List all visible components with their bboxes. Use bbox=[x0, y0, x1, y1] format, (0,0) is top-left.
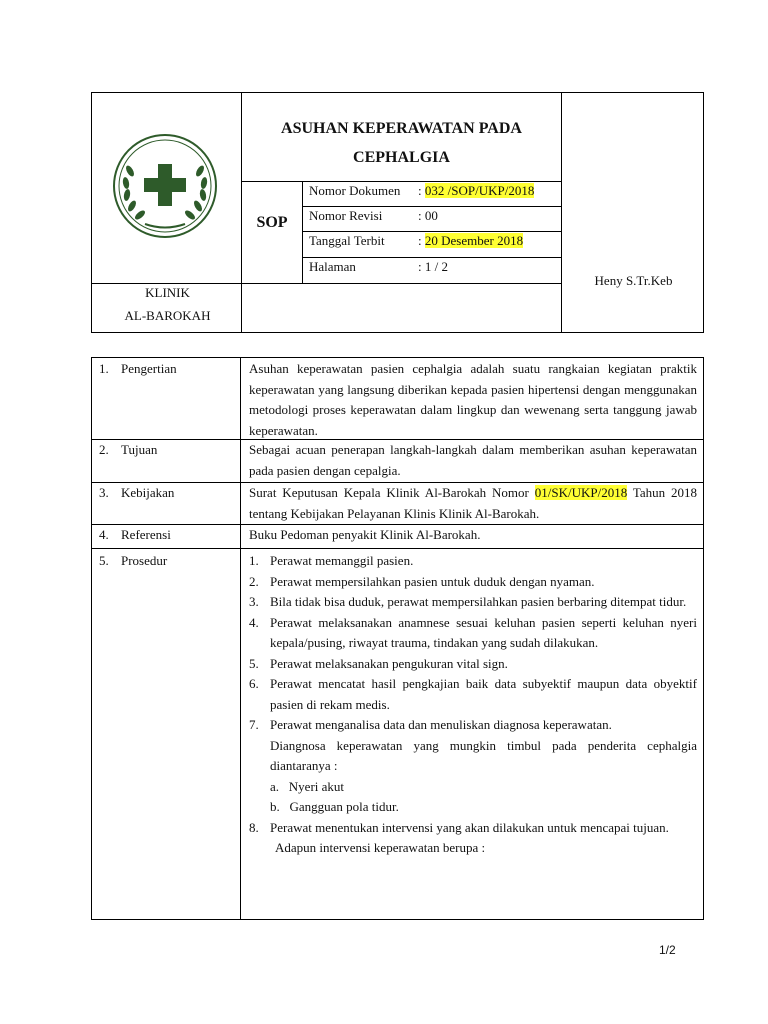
row-label: Prosedur bbox=[121, 553, 168, 568]
row-label: Pengertian bbox=[121, 361, 177, 376]
doc-label: Nomor Revisi bbox=[309, 208, 383, 223]
procedure-step: 7. Perawat menganalisa data dan menuliskan diagnosa keperawatan. bbox=[249, 717, 612, 732]
intervention-intro: Adapun intervensi keperawatan berupa : bbox=[275, 840, 486, 855]
doc-value: : 032 /SOP/UKP/2018 bbox=[418, 183, 535, 198]
prosedur-steps bbox=[249, 551, 697, 859]
diagnosis-item: a. Nyeri akut bbox=[270, 778, 345, 794]
clinic-name-line2: AL-BAROKAH bbox=[124, 308, 211, 323]
row-number: 5. bbox=[99, 553, 109, 568]
page-number: 1/2 bbox=[659, 943, 676, 957]
doc-row-nomor-revisi bbox=[302, 206, 562, 232]
row-number: 2. bbox=[99, 442, 109, 457]
blank-cell bbox=[241, 283, 562, 333]
clinic-name bbox=[92, 281, 243, 327]
doc-value: : 20 Desember 2018 bbox=[418, 233, 524, 248]
procedure-step: 4. Perawat melaksanakan anamnese sesuai keluhan pasien seperti keluhan nyeri kepala/pusing, riwayat trauma, tindakan yang sudah dilakukan. bbox=[249, 614, 697, 650]
signatory-cell bbox=[561, 92, 704, 333]
clinic-logo-icon bbox=[110, 131, 220, 241]
logo-cell bbox=[91, 92, 242, 284]
doc-label: Tanggal Terbit bbox=[309, 233, 385, 248]
row-number: 1. bbox=[99, 361, 109, 376]
row-kebijakan bbox=[92, 483, 703, 524]
title-line1: ASUHAN KEPERAWATAN PADA bbox=[281, 120, 522, 137]
row-label: Kebijakan bbox=[121, 485, 175, 500]
row-number: 3. bbox=[99, 485, 109, 500]
doc-value: : 00 bbox=[418, 208, 438, 223]
title-line2: CEPHALGIA bbox=[353, 149, 450, 166]
referensi-text: Buku Pedoman penyakit Klinik Al-Barokah. bbox=[249, 527, 481, 542]
row-pengertian bbox=[92, 358, 703, 439]
date-highlight: 20 Desember 2018 bbox=[424, 233, 524, 248]
procedure-step: 5. Perawat melaksanakan pengukuran vital sign. bbox=[249, 655, 508, 671]
row-label: Tujuan bbox=[121, 442, 158, 457]
sop-content-table bbox=[91, 357, 704, 920]
decree-number-highlight: 01/SK/UKP/2018 bbox=[534, 485, 628, 500]
procedure-step: 1. Perawat memanggil pasien. bbox=[249, 553, 414, 568]
procedure-step: 3. Bila tidak bisa duduk, perawat mempersilahkan pasien berbaring ditempat tidur. bbox=[249, 594, 687, 609]
row-prosedur bbox=[92, 549, 703, 919]
row-number: 4. bbox=[99, 527, 109, 542]
row-referensi bbox=[92, 525, 703, 548]
procedure-step: 2. Perawat mempersilahkan pasien untuk duduk dengan nyaman. bbox=[249, 573, 595, 589]
sop-cell bbox=[241, 181, 303, 284]
title-cell bbox=[241, 92, 562, 182]
doc-row-tanggal-terbit bbox=[302, 231, 562, 258]
doc-number-highlight: 032 /SOP/UKP/2018 bbox=[424, 183, 535, 198]
procedure-step: 8. Perawat menentukan intervensi yang akan dilakukan untuk mencapai tujuan. bbox=[249, 819, 669, 835]
doc-row-nomor-dokumen bbox=[302, 181, 562, 207]
kebijakan-text: Surat Keputusan Kepala Klinik Al-Barokah Nomor 01/SK/UKP/2018 Tahun 2018 tentang Kebijakan Pelayanan Klinis Klinik Al-Barokah. bbox=[249, 485, 697, 521]
procedure-step: 6. Perawat mencatat hasil pengkajian baik data subyektif maupun data obyektif pasien di rekam medis. bbox=[249, 676, 697, 712]
signatory-name: Heny S.Tr.Keb bbox=[594, 273, 673, 288]
row-tujuan bbox=[92, 440, 703, 482]
doc-label: Nomor Dokumen bbox=[309, 183, 401, 198]
doc-row-halaman bbox=[302, 257, 562, 284]
row-label: Referensi bbox=[121, 527, 171, 542]
tujuan-text: Sebagai acuan penerapan langkah-langkah dalam memberikan asuhan keperawatan pada pasien dengan cepalgia. bbox=[249, 442, 697, 478]
sop-label: SOP bbox=[256, 214, 288, 231]
doc-value: : 1 / 2 bbox=[418, 259, 448, 274]
document-title bbox=[242, 114, 561, 172]
clinic-name-cell bbox=[91, 283, 242, 333]
sop-header-table bbox=[91, 92, 704, 333]
doc-label: Halaman bbox=[309, 259, 356, 274]
diagnosis-intro: Diangnosa keperawatan yang mungkin timbul pada penderita cephalgia diantaranya : bbox=[270, 737, 697, 773]
pengertian-text: Asuhan keperawatan pasien cephalgia adalah suatu rangkaian kegiatan praktik keperawatan yang langsung diberikan kepada pasien hipertensi dengan menggunakan metodologi proses keperawatan dalam lingkup dan wewenang serta tanggung jawab keperawatan. bbox=[249, 361, 697, 438]
clinic-name-line1: KLINIK bbox=[145, 285, 190, 300]
diagnosis-item: b. Gangguan pola tidur. bbox=[270, 799, 399, 814]
